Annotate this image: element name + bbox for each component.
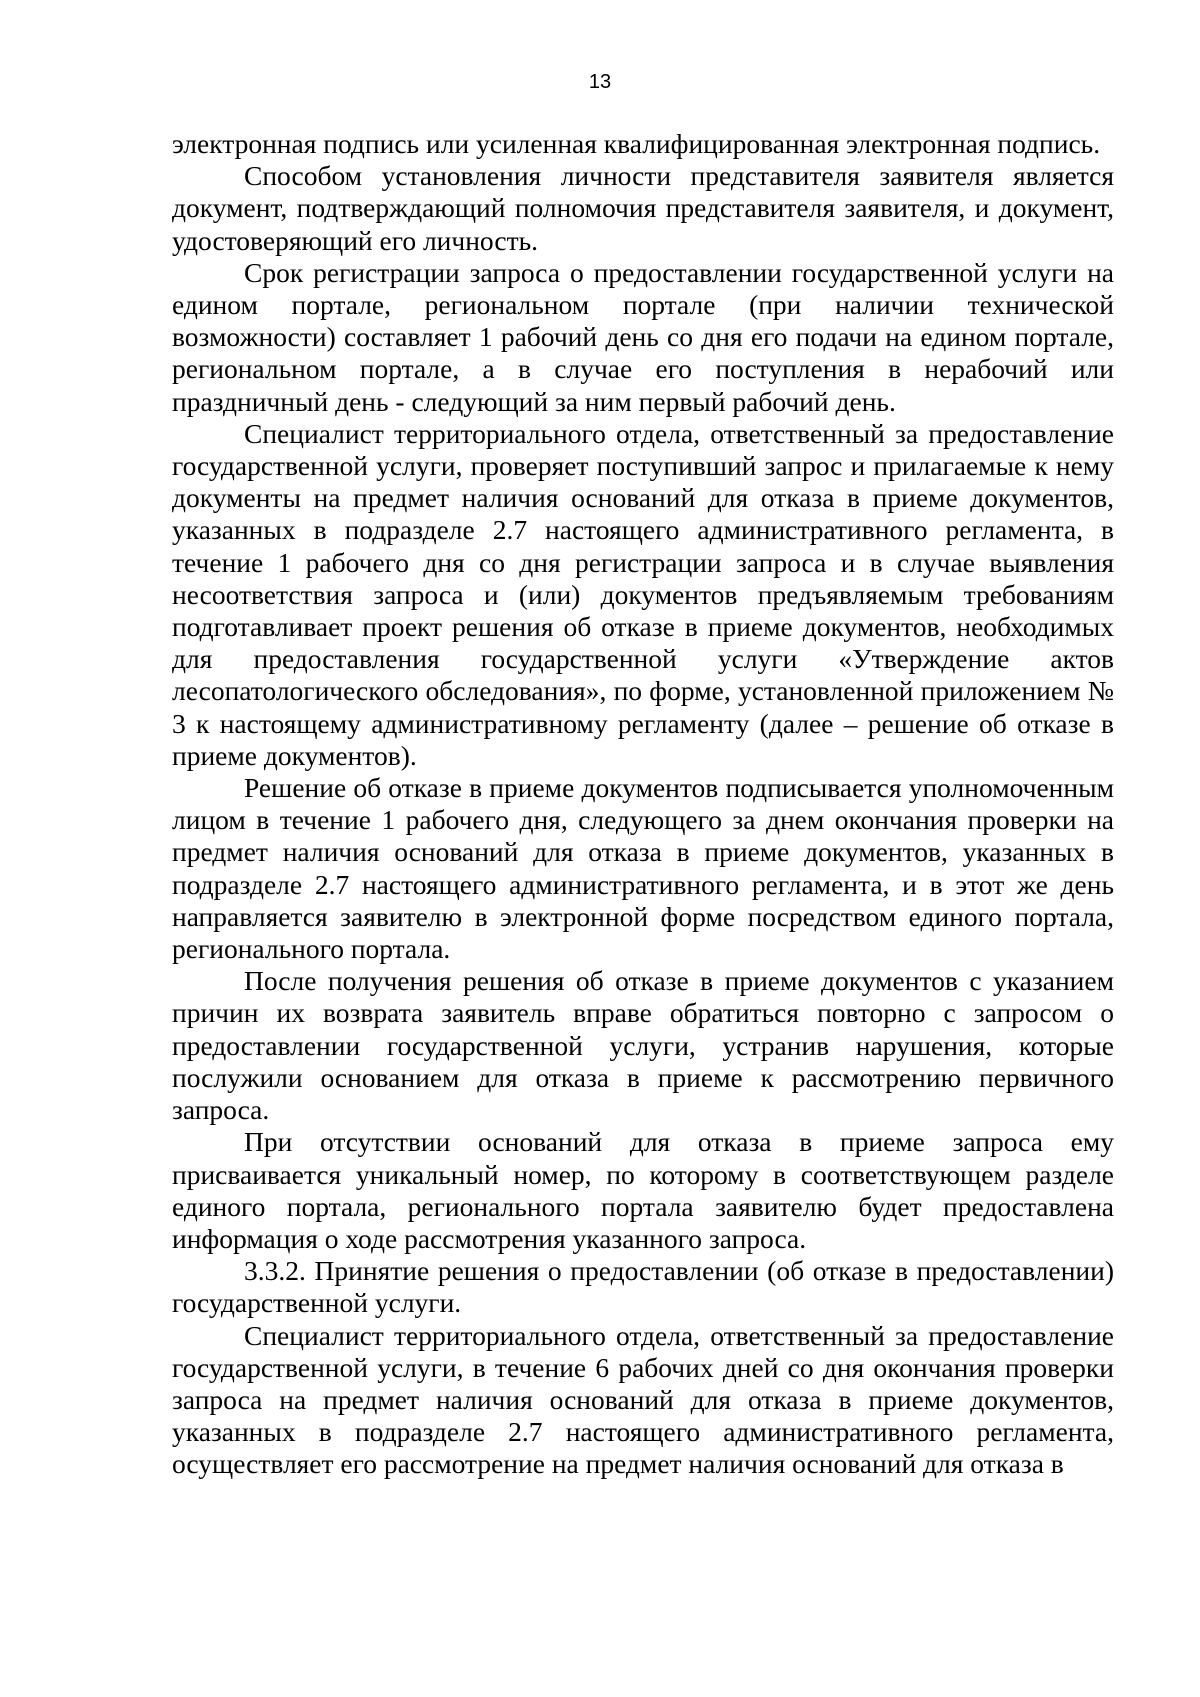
paragraph-representative-identity: Способом установления личности представителя заявителя является документ, подтверждающий полномочия представителя заявителя, и документ, удостоверяющий его личность. — [172, 160, 1114, 256]
paragraph-repeat-request: После получения решения об отказе в приеме документов с указанием причин их возврата заявитель вправе обратиться повторно с запросом о предоставлении государственной услуги, устранив нарушения, которые послужили основанием для отказа в приеме к рассмотрению первичного запроса. — [172, 965, 1114, 1126]
page-number: 13 — [588, 71, 612, 93]
paragraph-unique-number: При отсутствии оснований для отказа в приеме запроса ему присваивается уникальный номер, по которому в соответствующем разделе единого портала, регионального портала заявителю будет предоставлена информация о ходе рассмотрения указанного запроса. — [172, 1126, 1114, 1254]
paragraph-refusal-signing: Решение об отказе в приеме документов подписывается уполномоченным лицом в течение 1 рабочего дня, следующего за днем окончания проверки на предмет наличия оснований для отказа в приеме документов, указанных в подразделе 2.7 настоящего административного регламента, и в этот же день направляется заявителю в электронной форме посредством единого портала, регионального портала. — [172, 772, 1114, 965]
paragraph-decision-review: Специалист территориального отдела, ответственный за предоставление государственной услуги, в течение 6 рабочих дней со дня окончания проверки запроса на предмет наличия оснований для отказа в приеме документов, указанных в подразделе 2.7 настоящего административного регламента, осуществляет его рассмотрение на предмет наличия оснований для отказа в — [172, 1319, 1114, 1480]
document-body — [172, 128, 1114, 1481]
paragraph-signature-continuation: электронная подпись или усиленная квалифицированная электронная подпись. — [172, 128, 1101, 159]
section-heading-3-3-2: 3.3.2. Принятие решения о предоставлении (об отказе в предоставлении) государственной услуги. — [172, 1255, 1114, 1319]
paragraph-registration-term: Срок регистрации запроса о предоставлении государственной услуги на едином портале, региональном портале (при наличии технической возможности) составляет 1 рабочий день со дня его подачи на едином портале, региональном портале, а в случае его поступления в нерабочий или праздничный день - следующий за ним первый рабочий день. — [172, 256, 1114, 417]
paragraph-specialist-check: Специалист территориального отдела, ответственный за предоставление государственной услуги, проверяет поступивший запрос и прилагаемые к нему документы на предмет наличия оснований для отказа в приеме документов, указанных в подразделе 2.7 настоящего административного регламента, в течение 1 рабочего дня со дня регистрации запроса и в случае выявления несоответствия запроса и (или) документов предъявляемым требованиям подготавливает проект решения об отказе в приеме документов, необходимых для предоставления государственной услуги «Утверждение актов лесопатологического обследования», по форме, установленной приложением № 3 к настоящему административному регламенту (далее – решение об отказе в приеме документов). — [172, 417, 1114, 771]
